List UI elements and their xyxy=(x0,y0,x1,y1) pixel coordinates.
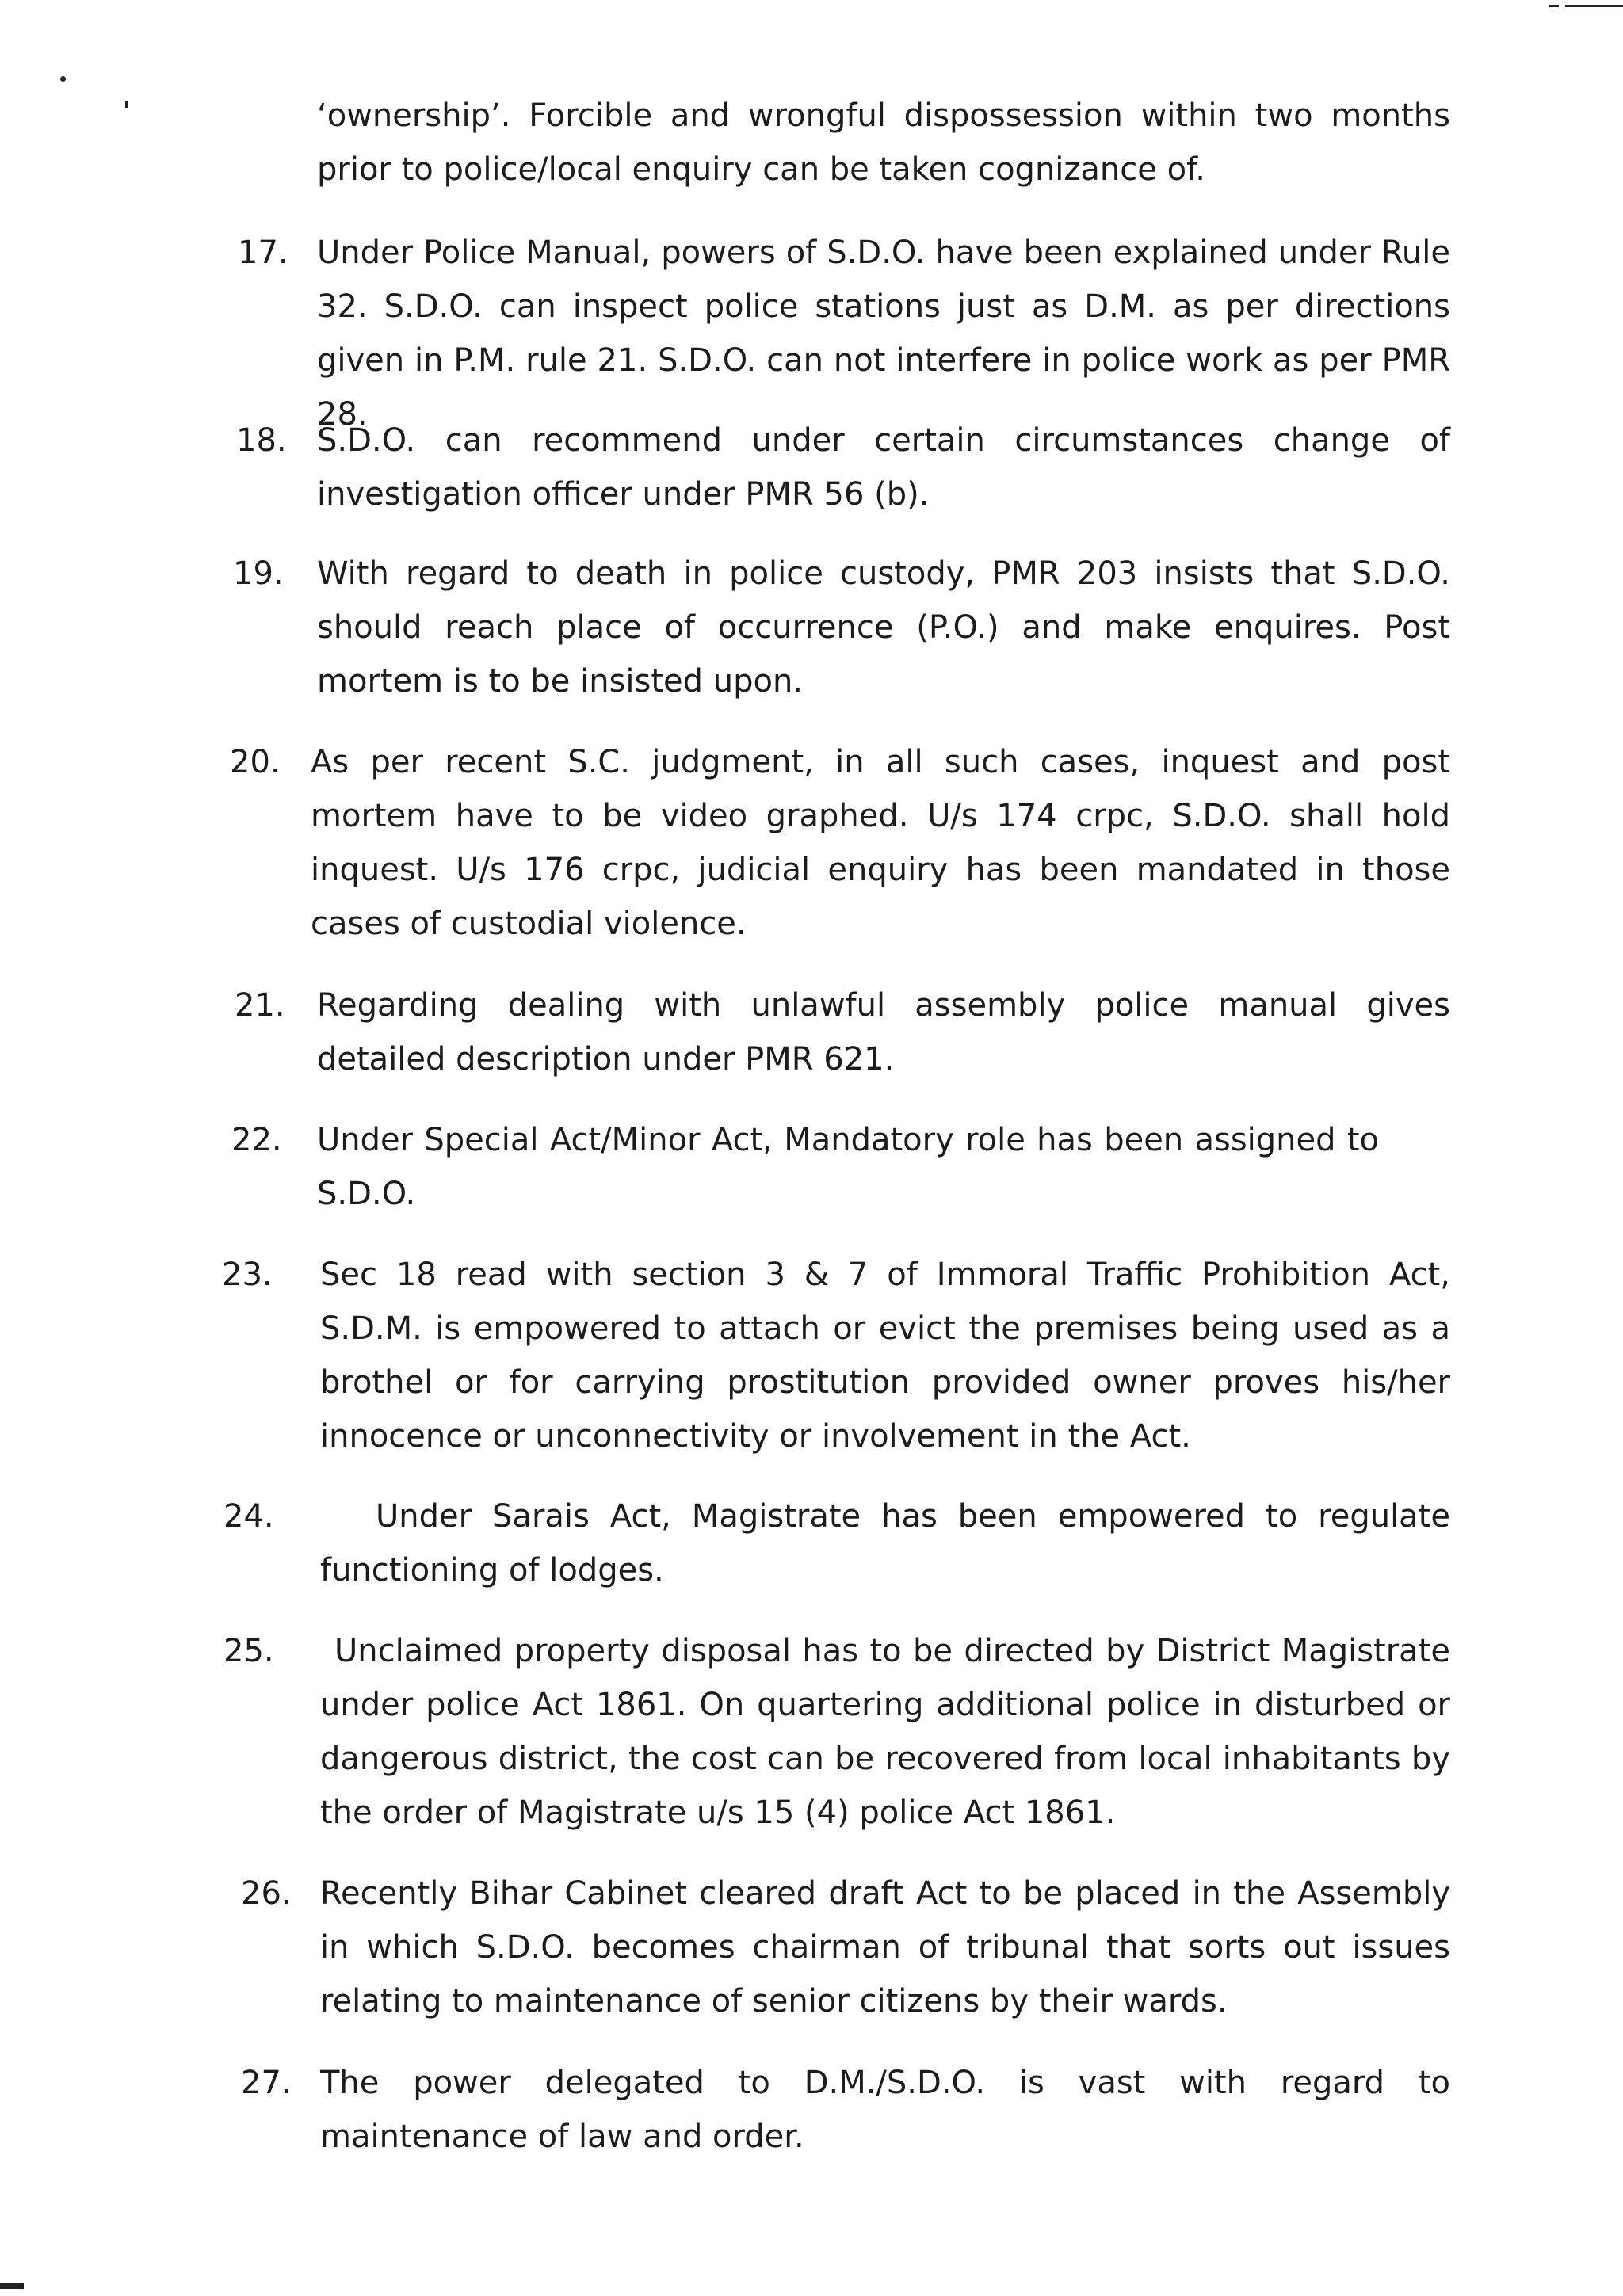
corner-rule-dash xyxy=(1549,5,1559,7)
scan-edge-mark xyxy=(0,2283,24,2289)
item-text: Sec 18 read with section 3 & 7 of Immoral Traffic Prohibition Act, S.D.M. is empowered to attach or evict the premises being used as a brothel or for carrying prostitution provided owner proves his/her innocence or unconnectivity or involvement in the Act. xyxy=(320,1257,1450,1455)
item-text: Under Sarais Act, Magistrate has been empowered to regulate functioning of lodges. xyxy=(320,1498,1450,1589)
item-text: With regard to death in police custody, PMR 203 insists that S.D.O. should reach place of occurrence (P.O.) and make enquires. Post mortem is to be insisted upon. xyxy=(317,555,1450,700)
item-text: Under Police Manual, powers of S.D.O. have been explained under Rule 32. S.D.O. can inspect police stations just as D.M. as per directions given in P.M. rule 21. S.D.O. can not interfere in police work as per PMR 28. xyxy=(317,235,1450,433)
corner-rule xyxy=(1565,5,1623,7)
item-number: 17. xyxy=(238,235,288,271)
item-text: Unclaimed property disposal has to be directed by District Magistrate under police Act 1861. On quartering additional police in disturbed or dangerous district, the cost can be recovered from local inhabitants by the order of Magistrate u/s 15 (4) police Act 1861. xyxy=(320,1633,1450,1831)
item-text: S.D.O. can recommend under certain circumstances change of investigation officer under PMR 56 (b). xyxy=(317,422,1450,513)
item-number: 26. xyxy=(241,1875,292,1912)
continuation-paragraph: ‘ownership’. Forcible and wrongful dispossession within two months prior to police/local enquiry can be taken cognizance of. xyxy=(317,97,1450,188)
scan-dot xyxy=(60,76,66,82)
item-number: 27. xyxy=(241,2065,292,2101)
scan-tick xyxy=(125,101,128,108)
item-text: As per recent S.C. judgment, in all such cases, inquest and post mortem have to be video graphed. U/s 174 crpc, S.D.O. shall hold inquest. U/s 176 crpc, judicial enquiry has been mandated in those cases of custodial violence. xyxy=(311,744,1450,942)
item-text: The power delegated to D.M./S.D.O. is vast with regard to maintenance of law and order. xyxy=(320,2065,1450,2155)
item-number: 20. xyxy=(230,744,281,780)
item-number: 25. xyxy=(223,1633,274,1669)
item-number: 19. xyxy=(233,555,284,592)
item-number: 23. xyxy=(222,1257,273,1293)
item-text: Recently Bihar Cabinet cleared draft Act to be placed in the Assembly in which S.D.O. becomes chairman of tribunal that sorts out issues relating to maintenance of senior citizens by their wards. xyxy=(320,1875,1450,2019)
item-number: 22. xyxy=(231,1122,282,1158)
item-text: Regarding dealing with unlawful assembly police manual gives detailed description under PMR 621. xyxy=(317,987,1450,1077)
item-number: 18. xyxy=(236,422,287,459)
item-number: 24. xyxy=(223,1498,274,1535)
item-number: 21. xyxy=(235,987,285,1024)
item-text: Under Special Act/Minor Act, Mandatory role has been assigned to S.D.O. xyxy=(317,1122,1379,1212)
